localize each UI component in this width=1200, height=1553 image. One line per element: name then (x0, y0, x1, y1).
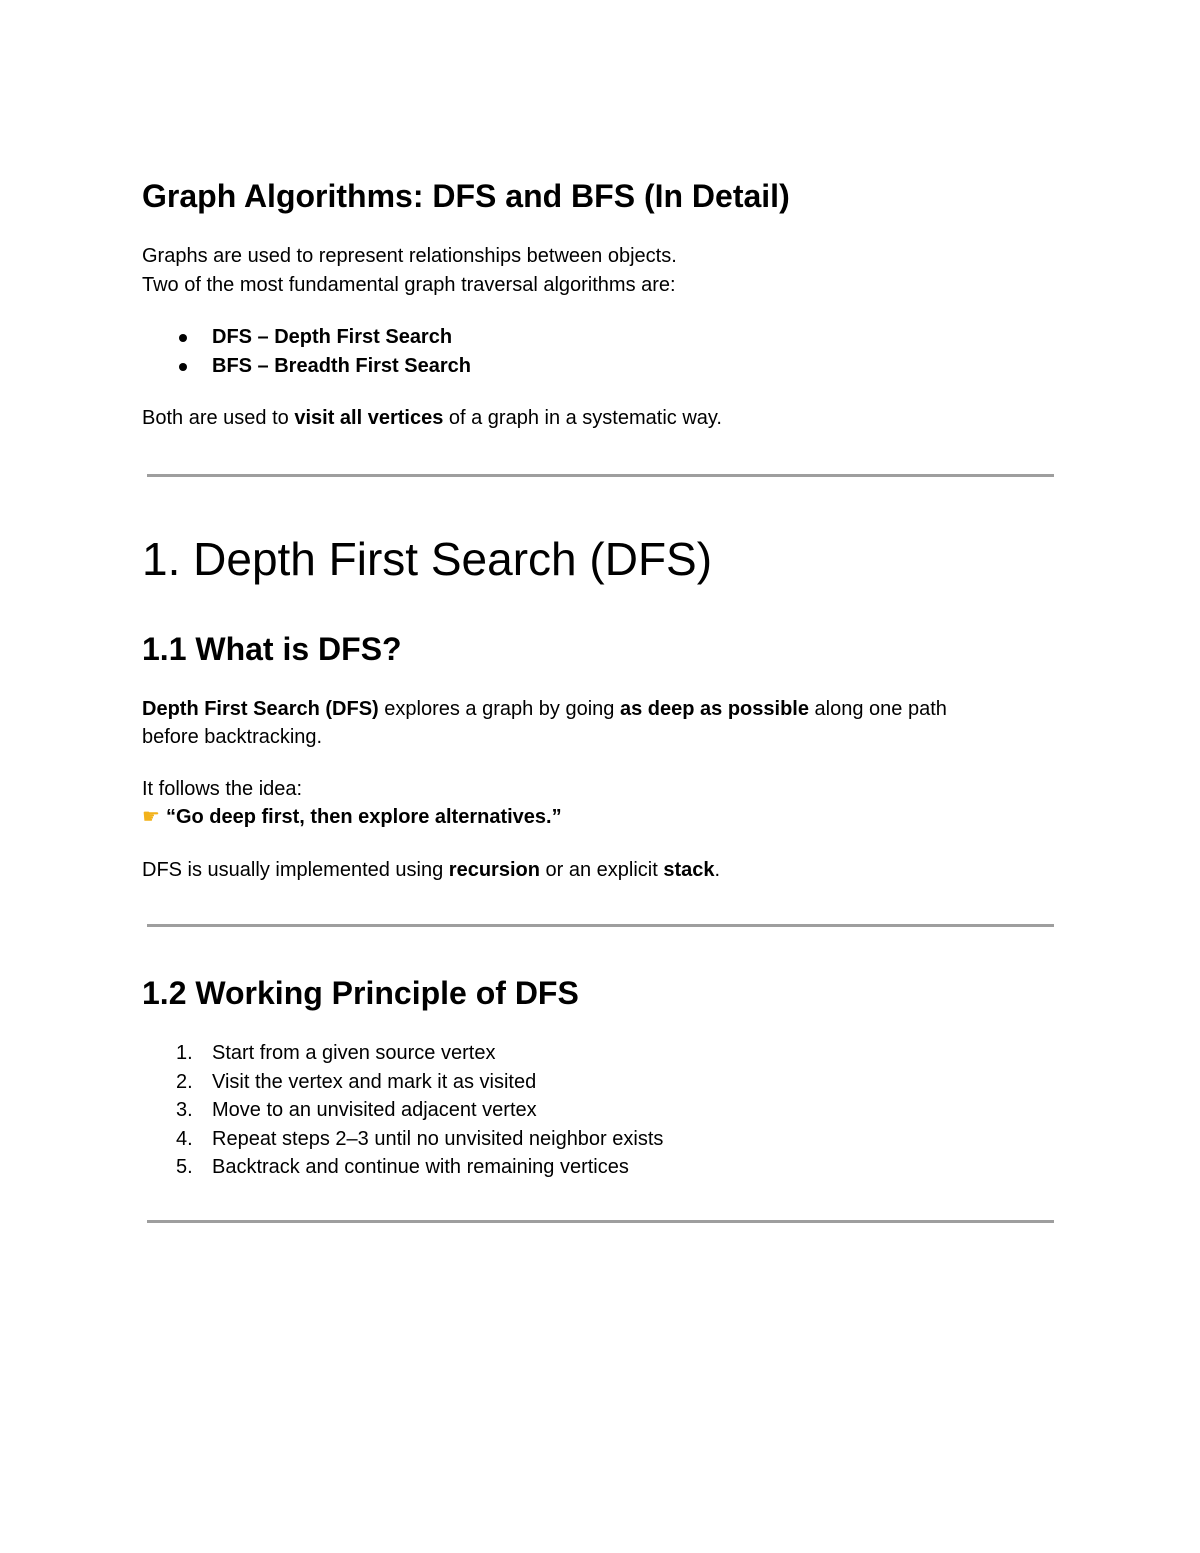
dfs-implementation (142, 856, 720, 885)
dfs-definition-line-1 (142, 695, 947, 724)
bullet-dot-icon (179, 334, 187, 342)
dfs-definition-line-2: before backtracking. (142, 726, 323, 748)
idea-quote-line (142, 803, 562, 832)
section-1-heading: 1. Depth First Search (DFS) (142, 533, 713, 585)
dfs-def-mid: explores a graph by going (378, 698, 620, 720)
subsection-1-1-heading: 1.1 What is DFS? (142, 631, 402, 667)
step-number: 2. (176, 1070, 193, 1093)
step-number: 3. (176, 1099, 193, 1121)
step-text: Visit the vertex and mark it as visited (212, 1070, 537, 1093)
bullet-item-text: BFS – Breadth First Search (212, 354, 471, 377)
idea-label: It follows the idea: (142, 778, 303, 800)
impl-pre: DFS is usually implemented using (142, 859, 449, 881)
step-text: Start from a given source vertex (212, 1042, 496, 1064)
step-number: 5. (176, 1156, 193, 1178)
impl-recursion: recursion (448, 859, 540, 881)
list-item (142, 1096, 663, 1125)
bullet-item-text: DFS – Depth First Search (212, 326, 453, 348)
step-number: 4. (176, 1127, 193, 1150)
bullet-dot-icon (179, 363, 187, 371)
step-number: 1. (176, 1042, 193, 1064)
horizontal-divider (147, 924, 1054, 927)
intro-line-1: Graphs are used to represent relationships between objects. (142, 245, 677, 267)
intro-summary-post: of a graph in a systematic way. (443, 407, 722, 429)
document-title: Graph Algorithms: DFS and BFS (In Detail) (142, 178, 790, 214)
impl-stack: stack (663, 859, 715, 881)
step-text: Backtrack and continue with remaining vertices (212, 1156, 629, 1178)
dfs-def-emphasis: as deep as possible (619, 698, 809, 720)
step-text: Move to an unvisited adjacent vertex (212, 1099, 537, 1121)
intro-summary-bold: visit all vertices (294, 407, 444, 429)
idea-quote: “Go deep first, then explore alternatives.” (165, 806, 562, 828)
impl-post: . (714, 859, 721, 881)
dfs-def-post: along one path (808, 698, 947, 720)
intro-line-2: Two of the most fundamental graph traversal algorithms are: (142, 274, 676, 296)
list-item (142, 1068, 663, 1097)
bullet-item-bfs (142, 352, 471, 381)
algorithm-bullet-list (142, 323, 471, 380)
list-item (142, 1039, 663, 1068)
subsection-1-2-heading: 1.2 Working Principle of DFS (142, 975, 579, 1011)
pointing-hand-icon: ☛ (142, 806, 160, 828)
intro-summary (142, 404, 722, 433)
dfs-term: Depth First Search (DFS) (142, 698, 379, 720)
horizontal-divider (147, 1220, 1054, 1223)
bullet-item-dfs (142, 323, 471, 352)
impl-mid: or an explicit (539, 859, 664, 881)
horizontal-divider (147, 474, 1054, 477)
list-item (142, 1125, 663, 1154)
step-text: Repeat steps 2–3 until no unvisited neighbor exists (212, 1127, 664, 1150)
intro-summary-pre: Both are used to (142, 407, 295, 429)
list-item (142, 1153, 663, 1182)
dfs-steps-list (142, 1039, 663, 1182)
